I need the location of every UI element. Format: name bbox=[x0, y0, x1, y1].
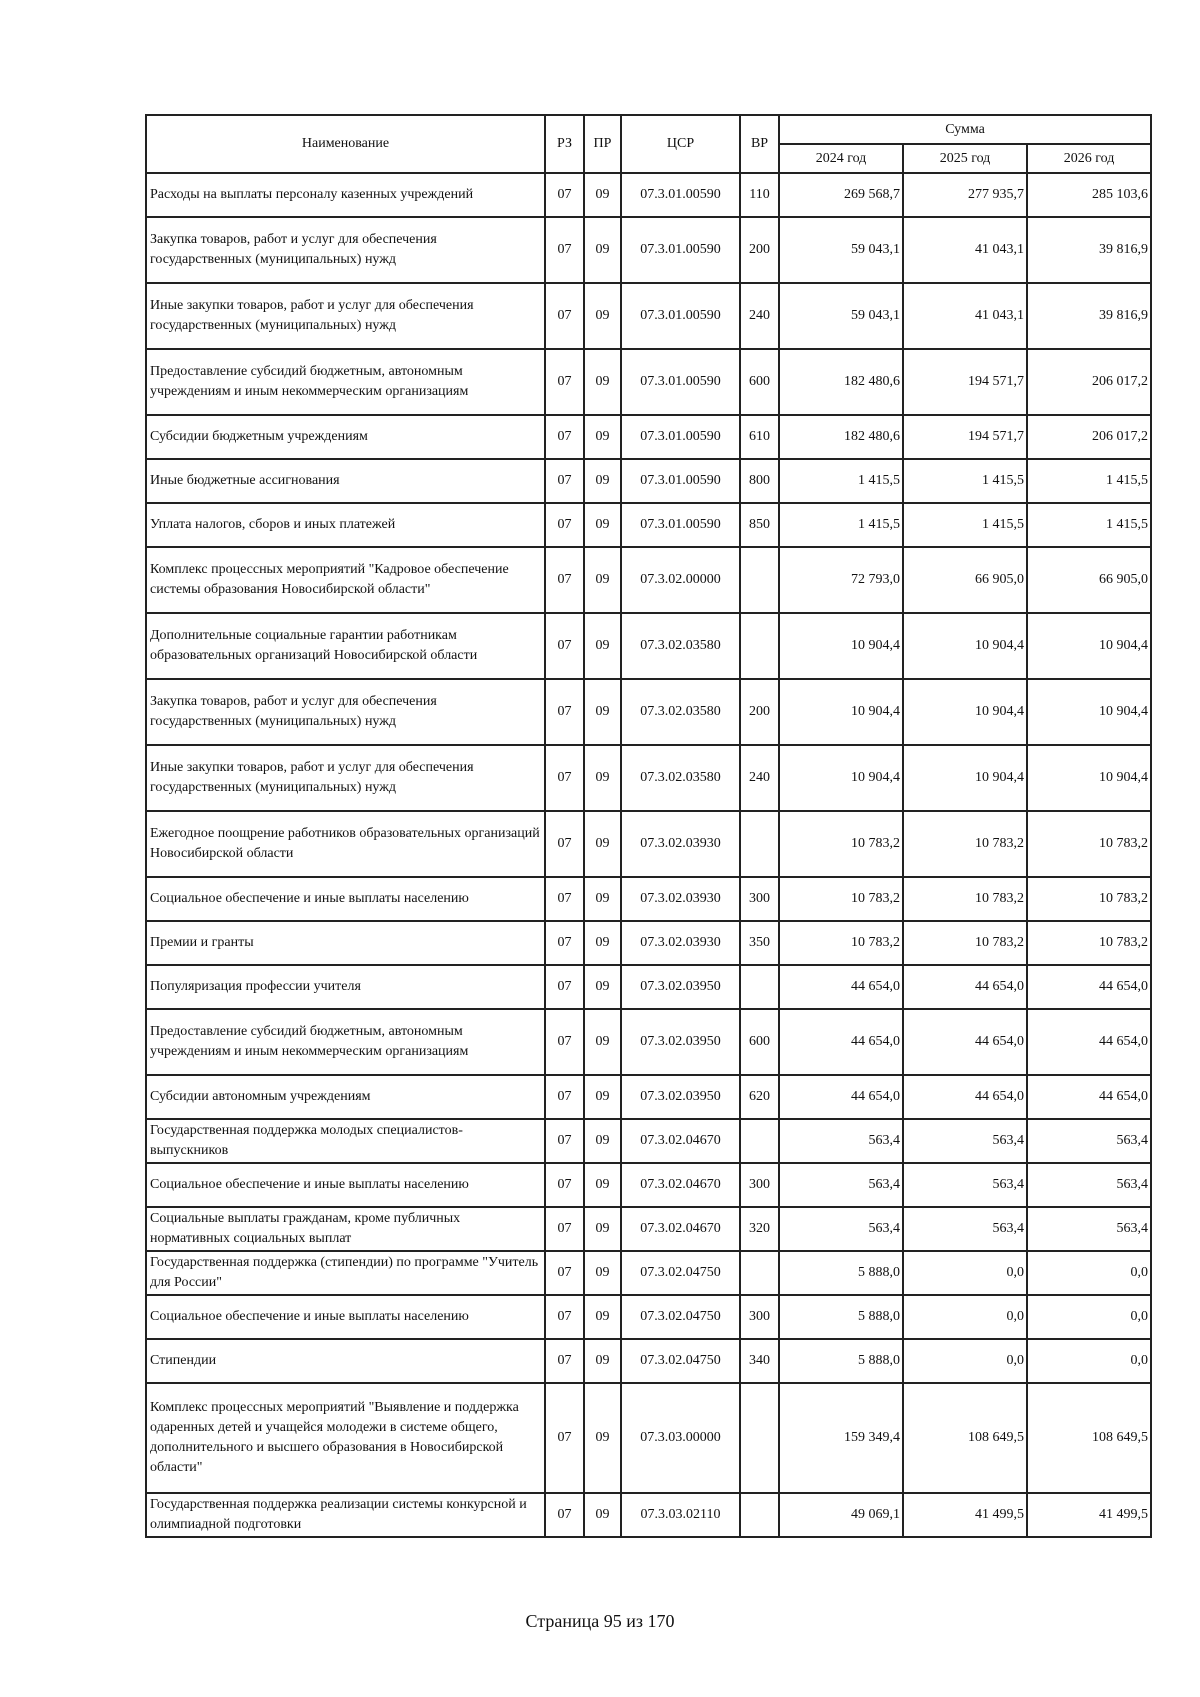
cell-vr: 300 bbox=[740, 1295, 779, 1339]
cell-name: Расходы на выплаты персоналу казенных учреждений bbox=[146, 173, 545, 217]
cell-rz: 07 bbox=[545, 217, 584, 283]
cell-2024: 563,4 bbox=[779, 1119, 903, 1163]
cell-2025: 194 571,7 bbox=[903, 415, 1027, 459]
table-row bbox=[146, 349, 1151, 415]
cell-csr: 07.3.01.00590 bbox=[621, 283, 740, 349]
cell-csr: 07.3.02.04670 bbox=[621, 1163, 740, 1207]
cell-rz: 07 bbox=[545, 283, 584, 349]
cell-2024: 49 069,1 bbox=[779, 1493, 903, 1537]
cell-vr: 600 bbox=[740, 349, 779, 415]
table-row bbox=[146, 965, 1151, 1009]
cell-pr: 09 bbox=[584, 1207, 621, 1251]
cell-rz: 07 bbox=[545, 1493, 584, 1537]
cell-rz: 07 bbox=[545, 1339, 584, 1383]
cell-rz: 07 bbox=[545, 415, 584, 459]
table-row bbox=[146, 1295, 1151, 1339]
cell-csr: 07.3.02.04670 bbox=[621, 1119, 740, 1163]
cell-pr: 09 bbox=[584, 921, 621, 965]
table-row bbox=[146, 1009, 1151, 1075]
table-row bbox=[146, 1339, 1151, 1383]
cell-2024: 1 415,5 bbox=[779, 503, 903, 547]
cell-2024: 10 904,4 bbox=[779, 679, 903, 745]
cell-2026: 563,4 bbox=[1027, 1119, 1151, 1163]
cell-rz: 07 bbox=[545, 1075, 584, 1119]
cell-name: Стипендии bbox=[146, 1339, 545, 1383]
cell-rz: 07 bbox=[545, 503, 584, 547]
cell-name: Иные закупки товаров, работ и услуг для обеспечения государственных (муниципальных) нужд bbox=[146, 745, 545, 811]
cell-rz: 07 bbox=[545, 877, 584, 921]
cell-rz: 07 bbox=[545, 613, 584, 679]
cell-rz: 07 bbox=[545, 1207, 584, 1251]
cell-pr: 09 bbox=[584, 965, 621, 1009]
table-row bbox=[146, 415, 1151, 459]
cell-2026: 0,0 bbox=[1027, 1295, 1151, 1339]
cell-rz: 07 bbox=[545, 679, 584, 745]
cell-pr: 09 bbox=[584, 745, 621, 811]
cell-rz: 07 bbox=[545, 1383, 584, 1493]
table-row bbox=[146, 1163, 1151, 1207]
cell-2026: 563,4 bbox=[1027, 1163, 1151, 1207]
table-row bbox=[146, 217, 1151, 283]
cell-csr: 07.3.03.00000 bbox=[621, 1383, 740, 1493]
cell-vr bbox=[740, 1383, 779, 1493]
cell-vr bbox=[740, 1493, 779, 1537]
cell-rz: 07 bbox=[545, 1163, 584, 1207]
cell-vr: 850 bbox=[740, 503, 779, 547]
cell-2025: 44 654,0 bbox=[903, 1009, 1027, 1075]
cell-2024: 10 783,2 bbox=[779, 921, 903, 965]
cell-2025: 10 904,4 bbox=[903, 679, 1027, 745]
cell-2026: 10 783,2 bbox=[1027, 877, 1151, 921]
cell-pr: 09 bbox=[584, 679, 621, 745]
cell-csr: 07.3.02.03930 bbox=[621, 877, 740, 921]
cell-rz: 07 bbox=[545, 173, 584, 217]
cell-name: Ежегодное поощрение работников образовательных организаций Новосибирской области bbox=[146, 811, 545, 877]
cell-2026: 41 499,5 bbox=[1027, 1493, 1151, 1537]
cell-vr: 240 bbox=[740, 283, 779, 349]
table-row bbox=[146, 173, 1151, 217]
cell-name: Комплекс процессных мероприятий "Выявление и поддержка одаренных детей и учащейся молодежи в системе общего, дополнительного и высшего образования в Новосибирской области" bbox=[146, 1383, 545, 1493]
table-row bbox=[146, 459, 1151, 503]
cell-rz: 07 bbox=[545, 745, 584, 811]
cell-pr: 09 bbox=[584, 877, 621, 921]
budget-table bbox=[145, 114, 1152, 1538]
cell-pr: 09 bbox=[584, 217, 621, 283]
cell-2025: 194 571,7 bbox=[903, 349, 1027, 415]
cell-pr: 09 bbox=[584, 1119, 621, 1163]
cell-csr: 07.3.01.00590 bbox=[621, 415, 740, 459]
cell-2026: 0,0 bbox=[1027, 1251, 1151, 1295]
cell-2024: 182 480,6 bbox=[779, 349, 903, 415]
cell-rz: 07 bbox=[545, 459, 584, 503]
cell-2024: 44 654,0 bbox=[779, 965, 903, 1009]
table-row bbox=[146, 921, 1151, 965]
cell-2025: 10 904,4 bbox=[903, 613, 1027, 679]
cell-2025: 41 043,1 bbox=[903, 283, 1027, 349]
cell-2026: 39 816,9 bbox=[1027, 283, 1151, 349]
cell-2025: 277 935,7 bbox=[903, 173, 1027, 217]
header-year-2025: 2025 год bbox=[903, 144, 1027, 173]
cell-2024: 5 888,0 bbox=[779, 1251, 903, 1295]
cell-2026: 44 654,0 bbox=[1027, 1075, 1151, 1119]
cell-pr: 09 bbox=[584, 459, 621, 503]
table-row bbox=[146, 1383, 1151, 1493]
cell-pr: 09 bbox=[584, 283, 621, 349]
cell-vr: 300 bbox=[740, 1163, 779, 1207]
table-row bbox=[146, 811, 1151, 877]
cell-rz: 07 bbox=[545, 1251, 584, 1295]
cell-2026: 285 103,6 bbox=[1027, 173, 1151, 217]
cell-csr: 07.3.02.04670 bbox=[621, 1207, 740, 1251]
cell-2024: 563,4 bbox=[779, 1163, 903, 1207]
page-number: Страница 95 из 170 bbox=[525, 1611, 675, 1631]
cell-2026: 39 816,9 bbox=[1027, 217, 1151, 283]
cell-vr bbox=[740, 1251, 779, 1295]
table-row bbox=[146, 613, 1151, 679]
cell-2025: 44 654,0 bbox=[903, 965, 1027, 1009]
cell-name: Социальные выплаты гражданам, кроме публичных нормативных социальных выплат bbox=[146, 1207, 545, 1251]
cell-name: Государственная поддержка реализации системы конкурсной и олимпиадной подготовки bbox=[146, 1493, 545, 1537]
cell-vr: 350 bbox=[740, 921, 779, 965]
cell-2026: 206 017,2 bbox=[1027, 415, 1151, 459]
cell-name: Премии и гранты bbox=[146, 921, 545, 965]
cell-name: Социальное обеспечение и иные выплаты населению bbox=[146, 1163, 545, 1207]
cell-rz: 07 bbox=[545, 921, 584, 965]
cell-2026: 10 783,2 bbox=[1027, 921, 1151, 965]
cell-2024: 10 783,2 bbox=[779, 811, 903, 877]
cell-2025: 10 783,2 bbox=[903, 811, 1027, 877]
cell-vr: 200 bbox=[740, 217, 779, 283]
cell-vr: 110 bbox=[740, 173, 779, 217]
cell-pr: 09 bbox=[584, 503, 621, 547]
cell-csr: 07.3.02.03950 bbox=[621, 1075, 740, 1119]
cell-rz: 07 bbox=[545, 811, 584, 877]
header-name: Наименование bbox=[146, 115, 545, 173]
cell-vr bbox=[740, 613, 779, 679]
cell-name: Государственная поддержка молодых специалистов-выпускников bbox=[146, 1119, 545, 1163]
cell-name: Закупка товаров, работ и услуг для обеспечения государственных (муниципальных) нужд bbox=[146, 217, 545, 283]
cell-2024: 159 349,4 bbox=[779, 1383, 903, 1493]
cell-2024: 10 904,4 bbox=[779, 745, 903, 811]
cell-pr: 09 bbox=[584, 1163, 621, 1207]
cell-csr: 07.3.02.04750 bbox=[621, 1295, 740, 1339]
cell-2026: 10 904,4 bbox=[1027, 679, 1151, 745]
cell-2024: 5 888,0 bbox=[779, 1295, 903, 1339]
cell-name: Дополнительные социальные гарантии работникам образовательных организаций Новосибирской области bbox=[146, 613, 545, 679]
table-body bbox=[146, 173, 1151, 1537]
cell-rz: 07 bbox=[545, 349, 584, 415]
header-year-2024: 2024 год bbox=[779, 144, 903, 173]
cell-2024: 72 793,0 bbox=[779, 547, 903, 613]
cell-2025: 0,0 bbox=[903, 1251, 1027, 1295]
cell-vr bbox=[740, 811, 779, 877]
cell-csr: 07.3.01.00590 bbox=[621, 459, 740, 503]
cell-rz: 07 bbox=[545, 1009, 584, 1075]
cell-2024: 182 480,6 bbox=[779, 415, 903, 459]
cell-2025: 0,0 bbox=[903, 1295, 1027, 1339]
cell-csr: 07.3.02.03950 bbox=[621, 965, 740, 1009]
table-row bbox=[146, 283, 1151, 349]
cell-vr: 600 bbox=[740, 1009, 779, 1075]
cell-name: Популяризация профессии учителя bbox=[146, 965, 545, 1009]
cell-pr: 09 bbox=[584, 1295, 621, 1339]
cell-name: Субсидии бюджетным учреждениям bbox=[146, 415, 545, 459]
cell-2026: 10 904,4 bbox=[1027, 613, 1151, 679]
cell-2024: 44 654,0 bbox=[779, 1009, 903, 1075]
cell-2025: 563,4 bbox=[903, 1163, 1027, 1207]
cell-2026: 563,4 bbox=[1027, 1207, 1151, 1251]
cell-name: Субсидии автономным учреждениям bbox=[146, 1075, 545, 1119]
cell-csr: 07.3.02.00000 bbox=[621, 547, 740, 613]
cell-csr: 07.3.01.00590 bbox=[621, 503, 740, 547]
cell-2025: 1 415,5 bbox=[903, 503, 1027, 547]
cell-2026: 66 905,0 bbox=[1027, 547, 1151, 613]
cell-csr: 07.3.02.04750 bbox=[621, 1339, 740, 1383]
cell-2025: 108 649,5 bbox=[903, 1383, 1027, 1493]
table-row bbox=[146, 1493, 1151, 1537]
cell-2025: 563,4 bbox=[903, 1119, 1027, 1163]
cell-pr: 09 bbox=[584, 547, 621, 613]
cell-2025: 41 499,5 bbox=[903, 1493, 1027, 1537]
cell-rz: 07 bbox=[545, 1119, 584, 1163]
cell-pr: 09 bbox=[584, 811, 621, 877]
cell-name: Иные закупки товаров, работ и услуг для обеспечения государственных (муниципальных) нужд bbox=[146, 283, 545, 349]
cell-name: Предоставление субсидий бюджетным, автономным учреждениям и иным некоммерческим организациям bbox=[146, 349, 545, 415]
cell-csr: 07.3.02.04750 bbox=[621, 1251, 740, 1295]
cell-2026: 44 654,0 bbox=[1027, 1009, 1151, 1075]
cell-2025: 563,4 bbox=[903, 1207, 1027, 1251]
cell-2024: 59 043,1 bbox=[779, 283, 903, 349]
cell-pr: 09 bbox=[584, 613, 621, 679]
header-csr: ЦСР bbox=[621, 115, 740, 173]
cell-2024: 563,4 bbox=[779, 1207, 903, 1251]
cell-vr bbox=[740, 1119, 779, 1163]
cell-csr: 07.3.02.03930 bbox=[621, 921, 740, 965]
cell-pr: 09 bbox=[584, 173, 621, 217]
cell-vr: 610 bbox=[740, 415, 779, 459]
table-row bbox=[146, 745, 1151, 811]
cell-2026: 44 654,0 bbox=[1027, 965, 1151, 1009]
cell-csr: 07.3.02.03580 bbox=[621, 745, 740, 811]
cell-rz: 07 bbox=[545, 1295, 584, 1339]
table-row bbox=[146, 679, 1151, 745]
cell-pr: 09 bbox=[584, 415, 621, 459]
cell-pr: 09 bbox=[584, 1493, 621, 1537]
cell-name: Уплата налогов, сборов и иных платежей bbox=[146, 503, 545, 547]
cell-name: Иные бюджетные ассигнования bbox=[146, 459, 545, 503]
cell-2024: 59 043,1 bbox=[779, 217, 903, 283]
header-year-2026: 2026 год bbox=[1027, 144, 1151, 173]
cell-2026: 10 904,4 bbox=[1027, 745, 1151, 811]
table-row bbox=[146, 1075, 1151, 1119]
cell-2026: 1 415,5 bbox=[1027, 459, 1151, 503]
cell-pr: 09 bbox=[584, 1383, 621, 1493]
cell-vr: 620 bbox=[740, 1075, 779, 1119]
cell-vr: 300 bbox=[740, 877, 779, 921]
table-row bbox=[146, 503, 1151, 547]
cell-2024: 10 783,2 bbox=[779, 877, 903, 921]
cell-name: Социальное обеспечение и иные выплаты населению bbox=[146, 877, 545, 921]
cell-name: Социальное обеспечение и иные выплаты населению bbox=[146, 1295, 545, 1339]
cell-pr: 09 bbox=[584, 1339, 621, 1383]
cell-2024: 269 568,7 bbox=[779, 173, 903, 217]
cell-rz: 07 bbox=[545, 965, 584, 1009]
table-row bbox=[146, 1119, 1151, 1163]
cell-2024: 10 904,4 bbox=[779, 613, 903, 679]
cell-csr: 07.3.02.03950 bbox=[621, 1009, 740, 1075]
cell-csr: 07.3.02.03930 bbox=[621, 811, 740, 877]
table-row bbox=[146, 547, 1151, 613]
cell-vr bbox=[740, 965, 779, 1009]
cell-csr: 07.3.02.03580 bbox=[621, 613, 740, 679]
cell-name: Государственная поддержка (стипендии) по программе "Учитель для России" bbox=[146, 1251, 545, 1295]
cell-2026: 206 017,2 bbox=[1027, 349, 1151, 415]
header-sum: Сумма bbox=[779, 115, 1151, 144]
table-row bbox=[146, 1251, 1151, 1295]
cell-vr: 200 bbox=[740, 679, 779, 745]
cell-2026: 108 649,5 bbox=[1027, 1383, 1151, 1493]
table-row bbox=[146, 877, 1151, 921]
cell-vr: 240 bbox=[740, 745, 779, 811]
cell-pr: 09 bbox=[584, 1251, 621, 1295]
cell-rz: 07 bbox=[545, 547, 584, 613]
cell-name: Комплекс процессных мероприятий "Кадровое обеспечение системы образования Новосибирской области" bbox=[146, 547, 545, 613]
cell-pr: 09 bbox=[584, 349, 621, 415]
cell-2026: 1 415,5 bbox=[1027, 503, 1151, 547]
cell-vr: 340 bbox=[740, 1339, 779, 1383]
cell-vr: 320 bbox=[740, 1207, 779, 1251]
table-row bbox=[146, 1207, 1151, 1251]
cell-csr: 07.3.01.00590 bbox=[621, 173, 740, 217]
cell-2025: 44 654,0 bbox=[903, 1075, 1027, 1119]
cell-csr: 07.3.02.03580 bbox=[621, 679, 740, 745]
cell-2025: 0,0 bbox=[903, 1339, 1027, 1383]
cell-vr: 800 bbox=[740, 459, 779, 503]
cell-2025: 10 904,4 bbox=[903, 745, 1027, 811]
cell-pr: 09 bbox=[584, 1075, 621, 1119]
cell-2024: 5 888,0 bbox=[779, 1339, 903, 1383]
cell-2025: 10 783,2 bbox=[903, 877, 1027, 921]
cell-csr: 07.3.01.00590 bbox=[621, 349, 740, 415]
cell-csr: 07.3.01.00590 bbox=[621, 217, 740, 283]
cell-2025: 10 783,2 bbox=[903, 921, 1027, 965]
cell-2024: 1 415,5 bbox=[779, 459, 903, 503]
header-rz: РЗ bbox=[545, 115, 584, 173]
cell-2026: 10 783,2 bbox=[1027, 811, 1151, 877]
cell-vr bbox=[740, 547, 779, 613]
header-vr: ВР bbox=[740, 115, 779, 173]
cell-2025: 66 905,0 bbox=[903, 547, 1027, 613]
header-pr: ПР bbox=[584, 115, 621, 173]
cell-name: Закупка товаров, работ и услуг для обеспечения государственных (муниципальных) нужд bbox=[146, 679, 545, 745]
cell-2024: 44 654,0 bbox=[779, 1075, 903, 1119]
cell-2025: 41 043,1 bbox=[903, 217, 1027, 283]
cell-2026: 0,0 bbox=[1027, 1339, 1151, 1383]
cell-2025: 1 415,5 bbox=[903, 459, 1027, 503]
cell-csr: 07.3.03.02110 bbox=[621, 1493, 740, 1537]
cell-pr: 09 bbox=[584, 1009, 621, 1075]
cell-name: Предоставление субсидий бюджетным, автономным учреждениям и иным некоммерческим организациям bbox=[146, 1009, 545, 1075]
